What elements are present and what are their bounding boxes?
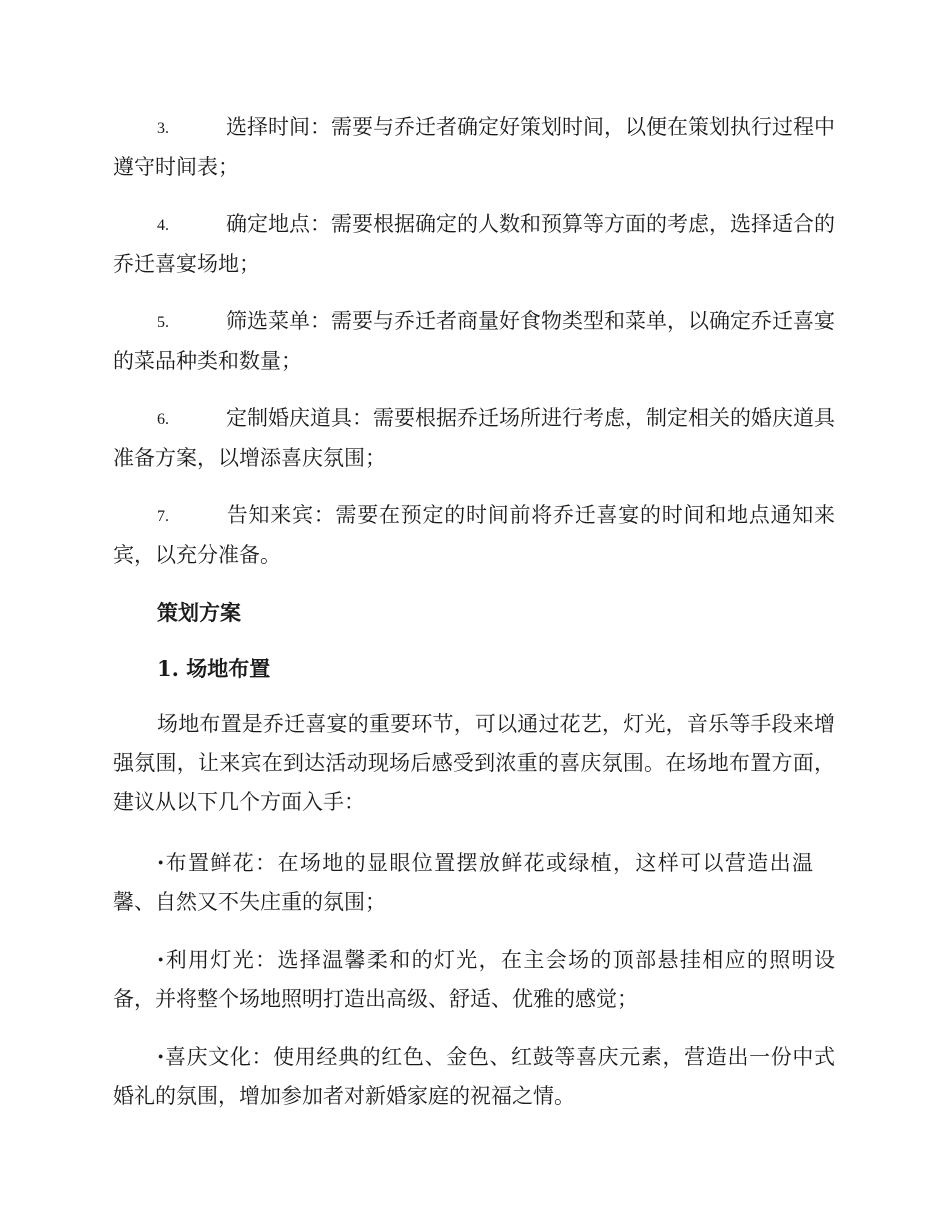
list-item-3 <box>113 108 835 187</box>
list-item-4 <box>113 205 835 284</box>
bullet-dot: · <box>157 947 165 972</box>
list-item-text: 定制婚庆道具：需要根据乔迁场所进行考虑，制定相关的婚庆道具准备方案，以增添喜庆氛围； <box>113 406 835 470</box>
bullet-text: 布置鲜花：在场地的显眼位置摆放鲜花或绿植，这样可以营造出温馨、自然又不失庄重的氛围； <box>113 851 813 914</box>
bullet-text: 喜庆文化：使用经典的红色、金色、红鼓等喜庆元素，营造出一份中式婚礼的氛围，增加参加者对新婚家庭的祝福之情。 <box>113 1045 835 1108</box>
bullet-item-flowers <box>113 843 813 922</box>
bullet-item-culture <box>113 1037 835 1116</box>
list-item-6 <box>113 399 835 478</box>
list-number: 7. <box>157 508 169 525</box>
list-item-text: 确定地点：需要根据确定的人数和预算等方面的考虑，选择适合的乔迁喜宴场地； <box>113 212 835 276</box>
list-item-text: 告知来宾：需要在预定的时间前将乔迁喜宴的时间和地点通知来宾，以充分准备。 <box>113 503 835 567</box>
section-heading: 策划方案 <box>157 600 241 625</box>
list-item-7 <box>113 496 835 575</box>
list-item-5 <box>113 302 835 381</box>
bullet-item-lighting <box>113 940 835 1019</box>
subsection-heading: 1. 场地布置 <box>157 656 271 681</box>
list-number: 3. <box>157 120 169 137</box>
list-number: 6. <box>157 411 169 428</box>
bullet-dot: · <box>157 850 165 875</box>
list-number: 5. <box>157 314 169 331</box>
bullet-dot: · <box>157 1044 165 1069</box>
intro-paragraph: 场地布置是乔迁喜宴的重要环节，可以通过花艺，灯光，音乐等手段来增强氛围，让来宾在到达活动现场后感受到浓重的喜庆氛围。在场地布置方面，建议从以下几个方面入手： <box>113 712 835 814</box>
list-number: 4. <box>157 217 169 234</box>
list-item-text: 选择时间：需要与乔迁者确定好策划时间，以便在策划执行过程中遵守时间表； <box>113 115 835 179</box>
bullet-text: 利用灯光：选择温馨柔和的灯光，在主会场的顶部悬挂相应的照明设备，并将整个场地照明打造出高级、舒适、优雅的感觉； <box>113 948 835 1011</box>
list-item-text: 筛选菜单：需要与乔迁者商量好食物类型和菜单，以确定乔迁喜宴的菜品种类和数量； <box>113 309 835 373</box>
